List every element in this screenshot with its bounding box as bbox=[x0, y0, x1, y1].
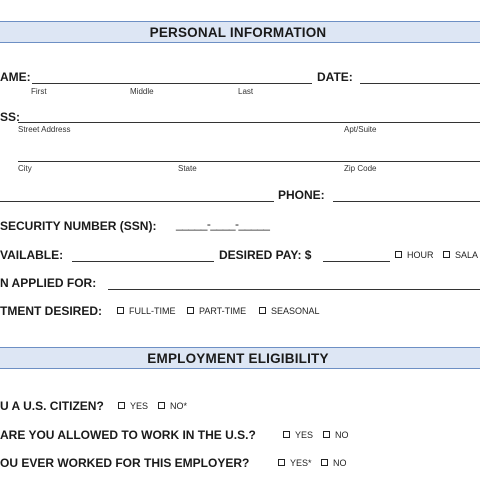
section-title-eligibility: EMPLOYMENT ELIGIBILITY bbox=[147, 351, 329, 366]
phone-field[interactable] bbox=[333, 201, 480, 202]
ssn-label: SECURITY NUMBER (SSN): bbox=[0, 219, 157, 233]
street-address-caption: Street Address bbox=[18, 125, 71, 134]
ssn-field[interactable]: _____-____-_____ bbox=[176, 217, 270, 231]
state-caption: State bbox=[178, 164, 197, 173]
address-label: SS: bbox=[0, 110, 21, 124]
previous-employment-yes-checkbox[interactable] bbox=[278, 459, 285, 466]
name-middle-caption: Middle bbox=[130, 87, 154, 96]
name-field[interactable] bbox=[32, 83, 312, 84]
work-authorization-question: ARE YOU ALLOWED TO WORK IN THE U.S.? bbox=[0, 428, 256, 442]
hour-option: HOUR bbox=[407, 250, 434, 260]
previous-employment-no-option: NO bbox=[333, 458, 347, 468]
name-label: AME: bbox=[0, 70, 31, 84]
salary-checkbox[interactable] bbox=[443, 251, 450, 258]
section-band-eligibility bbox=[0, 347, 480, 369]
work-authorization-yes-checkbox[interactable] bbox=[283, 431, 290, 438]
street-address-field[interactable] bbox=[18, 122, 480, 123]
city-caption: City bbox=[18, 164, 32, 173]
part-time-checkbox[interactable] bbox=[187, 307, 194, 314]
position-label: N APPLIED FOR: bbox=[0, 276, 97, 290]
date-label: DATE: bbox=[317, 70, 353, 84]
work-authorization-yes-option: YES bbox=[295, 430, 314, 440]
date-available-label: VAILABLE: bbox=[0, 248, 64, 262]
hour-checkbox[interactable] bbox=[395, 251, 402, 258]
position-field[interactable] bbox=[108, 289, 480, 290]
full-time-checkbox[interactable] bbox=[117, 307, 124, 314]
employment-desired-label: TMENT DESIRED: bbox=[0, 304, 102, 318]
city-state-zip-field[interactable] bbox=[18, 161, 480, 162]
section-title-personal: PERSONAL INFORMATION bbox=[149, 25, 327, 40]
name-first-caption: First bbox=[31, 87, 47, 96]
phone-label: PHONE: bbox=[278, 188, 325, 202]
date-field[interactable] bbox=[360, 83, 480, 84]
citizen-no-option: NO* bbox=[170, 401, 188, 411]
work-authorization-no-option: NO bbox=[335, 430, 349, 440]
previous-employment-yes-option: YES* bbox=[290, 458, 312, 468]
name-last-caption: Last bbox=[238, 87, 254, 96]
salary-option: SALA bbox=[455, 250, 479, 260]
desired-pay-label: DESIRED PAY: $ bbox=[219, 248, 312, 262]
seasonal-checkbox[interactable] bbox=[259, 307, 266, 314]
citizen-yes-option: YES bbox=[130, 401, 149, 411]
work-authorization-no-checkbox[interactable] bbox=[323, 431, 330, 438]
email-field-truncated[interactable] bbox=[0, 201, 274, 202]
section-band-personal bbox=[0, 21, 480, 43]
desired-pay-field[interactable] bbox=[323, 261, 390, 262]
part-time-option: PART-TIME bbox=[199, 306, 247, 316]
previous-employment-no-checkbox[interactable] bbox=[321, 459, 328, 466]
apt-suite-caption: Apt/Suite bbox=[344, 125, 377, 134]
previous-employment-question: OU EVER WORKED FOR THIS EMPLOYER? bbox=[0, 456, 250, 470]
seasonal-option: SEASONAL bbox=[271, 306, 320, 316]
citizen-yes-checkbox[interactable] bbox=[118, 402, 125, 409]
citizen-no-checkbox[interactable] bbox=[158, 402, 165, 409]
citizen-question: U A U.S. CITIZEN? bbox=[0, 399, 104, 413]
date-available-field[interactable] bbox=[72, 261, 214, 262]
full-time-option: FULL-TIME bbox=[129, 306, 176, 316]
zip-code-caption: Zip Code bbox=[344, 164, 377, 173]
